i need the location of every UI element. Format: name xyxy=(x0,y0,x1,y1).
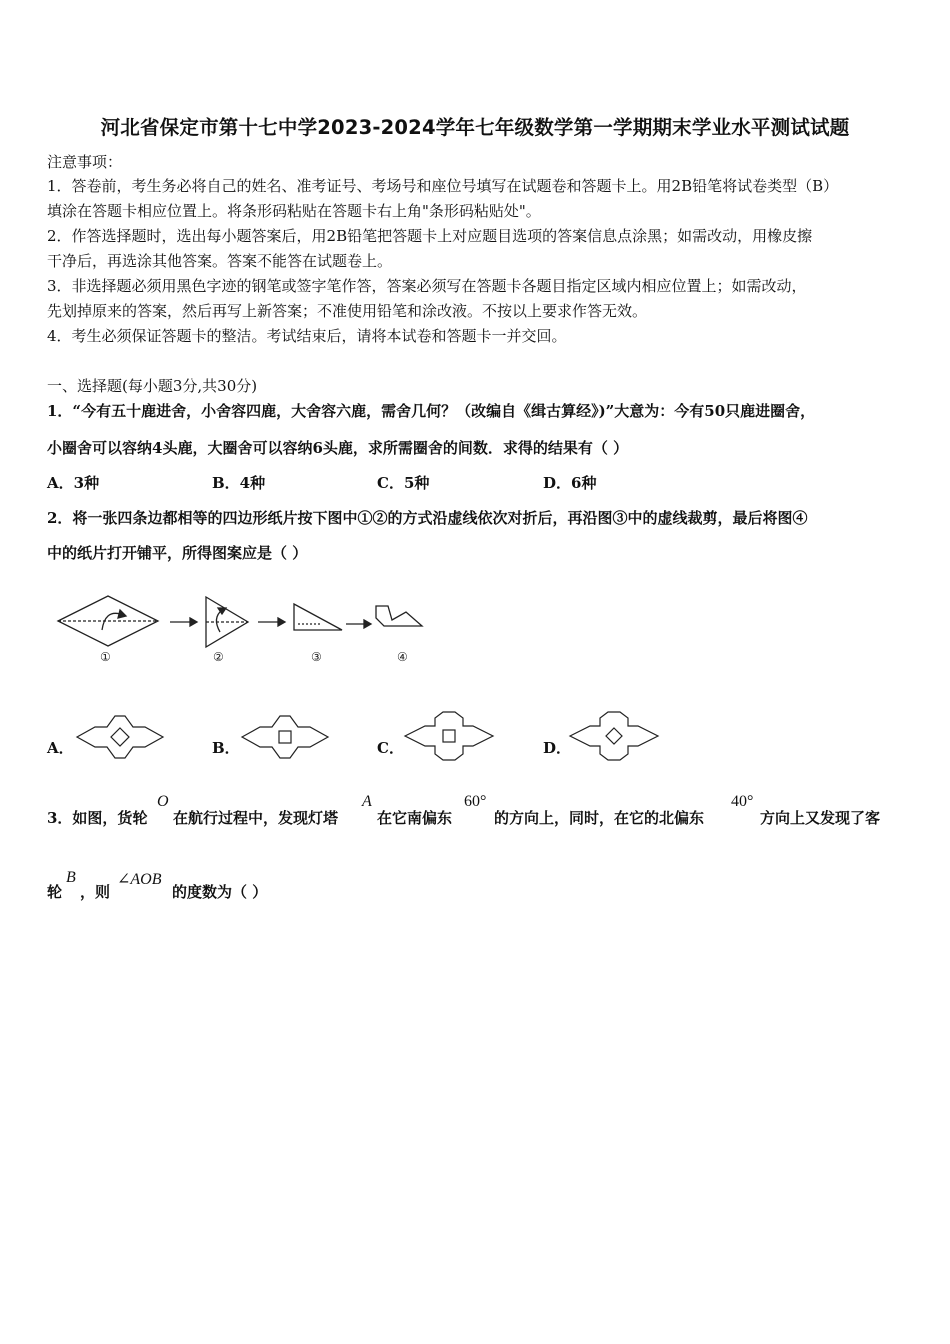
notice-heading: 注意事项： xyxy=(47,153,123,171)
q3-text-8: 的度数为（ ） xyxy=(172,883,268,901)
angle-60: 60° xyxy=(464,793,487,810)
q2-line1: 2．将一张四条边都相等的四边形纸片按下图中①②的方式沿虚线依次对折后，再沿图③中的虚线裁剪，最后将图④ xyxy=(47,509,808,527)
symbol-A: A xyxy=(362,793,372,810)
q1-line2: 小圈舍可以容纳4头鹿，大圈舍可以容纳6头鹿，求所需圈舍的间数．求得的结果有（ ） xyxy=(47,439,629,457)
q2-option-c: C． xyxy=(377,739,404,757)
q3-text-7: ，则 xyxy=(80,883,111,901)
q2-option-a-figure xyxy=(75,712,165,762)
notice-3b: 先划掉原来的答案，然后再写上新答案；不准使用铅笔和涂改液。不按以上要求作答无效。 xyxy=(47,302,648,320)
q3-text-4: 的方向上，同时，在它的北偏东 xyxy=(494,809,705,827)
q2-option-c-figure xyxy=(403,710,495,762)
fold-steps-figure xyxy=(50,588,440,678)
notice-1b: 填涂在答题卡相应位置上。将条形码粘贴在答题卡右上角"条形码粘贴处"。 xyxy=(47,202,541,220)
q1-option-d: D．6种 xyxy=(543,474,597,492)
q3-text-6: 轮 xyxy=(47,883,63,901)
symbol-O: O xyxy=(157,793,169,810)
step-label-1: ① xyxy=(100,650,111,664)
q3-text-1: 3．如图，货轮 xyxy=(47,809,148,827)
q2-option-b: B． xyxy=(212,739,240,757)
notice-2b: 干净后，再选涂其他答案。答案不能答在试题卷上。 xyxy=(47,252,393,270)
notice-4: 4．考生必须保证答题卡的整洁。考试结束后，请将本试卷和答题卡一并交回。 xyxy=(47,327,567,345)
step-label-4: ④ xyxy=(397,650,408,664)
q2-option-a: A． xyxy=(47,739,74,757)
section-heading: 一、选择题(每小题3分,共30分) xyxy=(47,377,258,395)
notice-2a: 2．作答选择题时，选出每小题答案后，用2B铅笔把答题卡上对应题目选项的答案信息点涂黑；如需改动，用橡皮擦 xyxy=(47,227,813,245)
page-title: 河北省保定市第十七中学2023-2024学年七年级数学第一学期期末学业水平测试试题 xyxy=(100,116,850,139)
q2-option-d: D． xyxy=(543,739,572,757)
notice-1a: 1．答卷前，考生务必将自己的姓名、准考证号、考场号和座位号填写在试题卷和答题卡上。用2B铅笔将试卷类型（B） xyxy=(47,177,839,195)
angle-40: 40° xyxy=(731,793,754,810)
notice-3a: 3．非选择题必须用黑色字迹的钢笔或签字笔作答，答案必须写在答题卡各题目指定区域内相应位置上；如需改动， xyxy=(47,277,807,295)
q1-line1: 1．“今有五十鹿进舍，小舍容四鹿，大舍容六鹿，需舍几何？（改编自《缉古算经》)”大意为：今有50只鹿进圈舍， xyxy=(47,402,816,420)
q3-text-5: 方向上又发现了客 xyxy=(760,809,881,827)
q1-option-a: A．3种 xyxy=(47,474,100,492)
angle-aob: ∠AOB xyxy=(117,871,162,888)
q3-text-3: 在它南偏东 xyxy=(377,809,453,827)
symbol-B: B xyxy=(66,869,76,886)
q2-line2: 中的纸片打开铺平，所得图案应是（ ） xyxy=(47,544,308,562)
q3-text-2: 在航行过程中，发现灯塔 xyxy=(173,809,339,827)
q1-option-c: C．5种 xyxy=(377,474,430,492)
q1-option-b: B．4种 xyxy=(212,474,266,492)
q2-option-d-figure xyxy=(568,710,660,762)
step-label-2: ② xyxy=(213,650,224,664)
step-label-3: ③ xyxy=(311,650,322,664)
q2-option-b-figure xyxy=(240,712,330,762)
